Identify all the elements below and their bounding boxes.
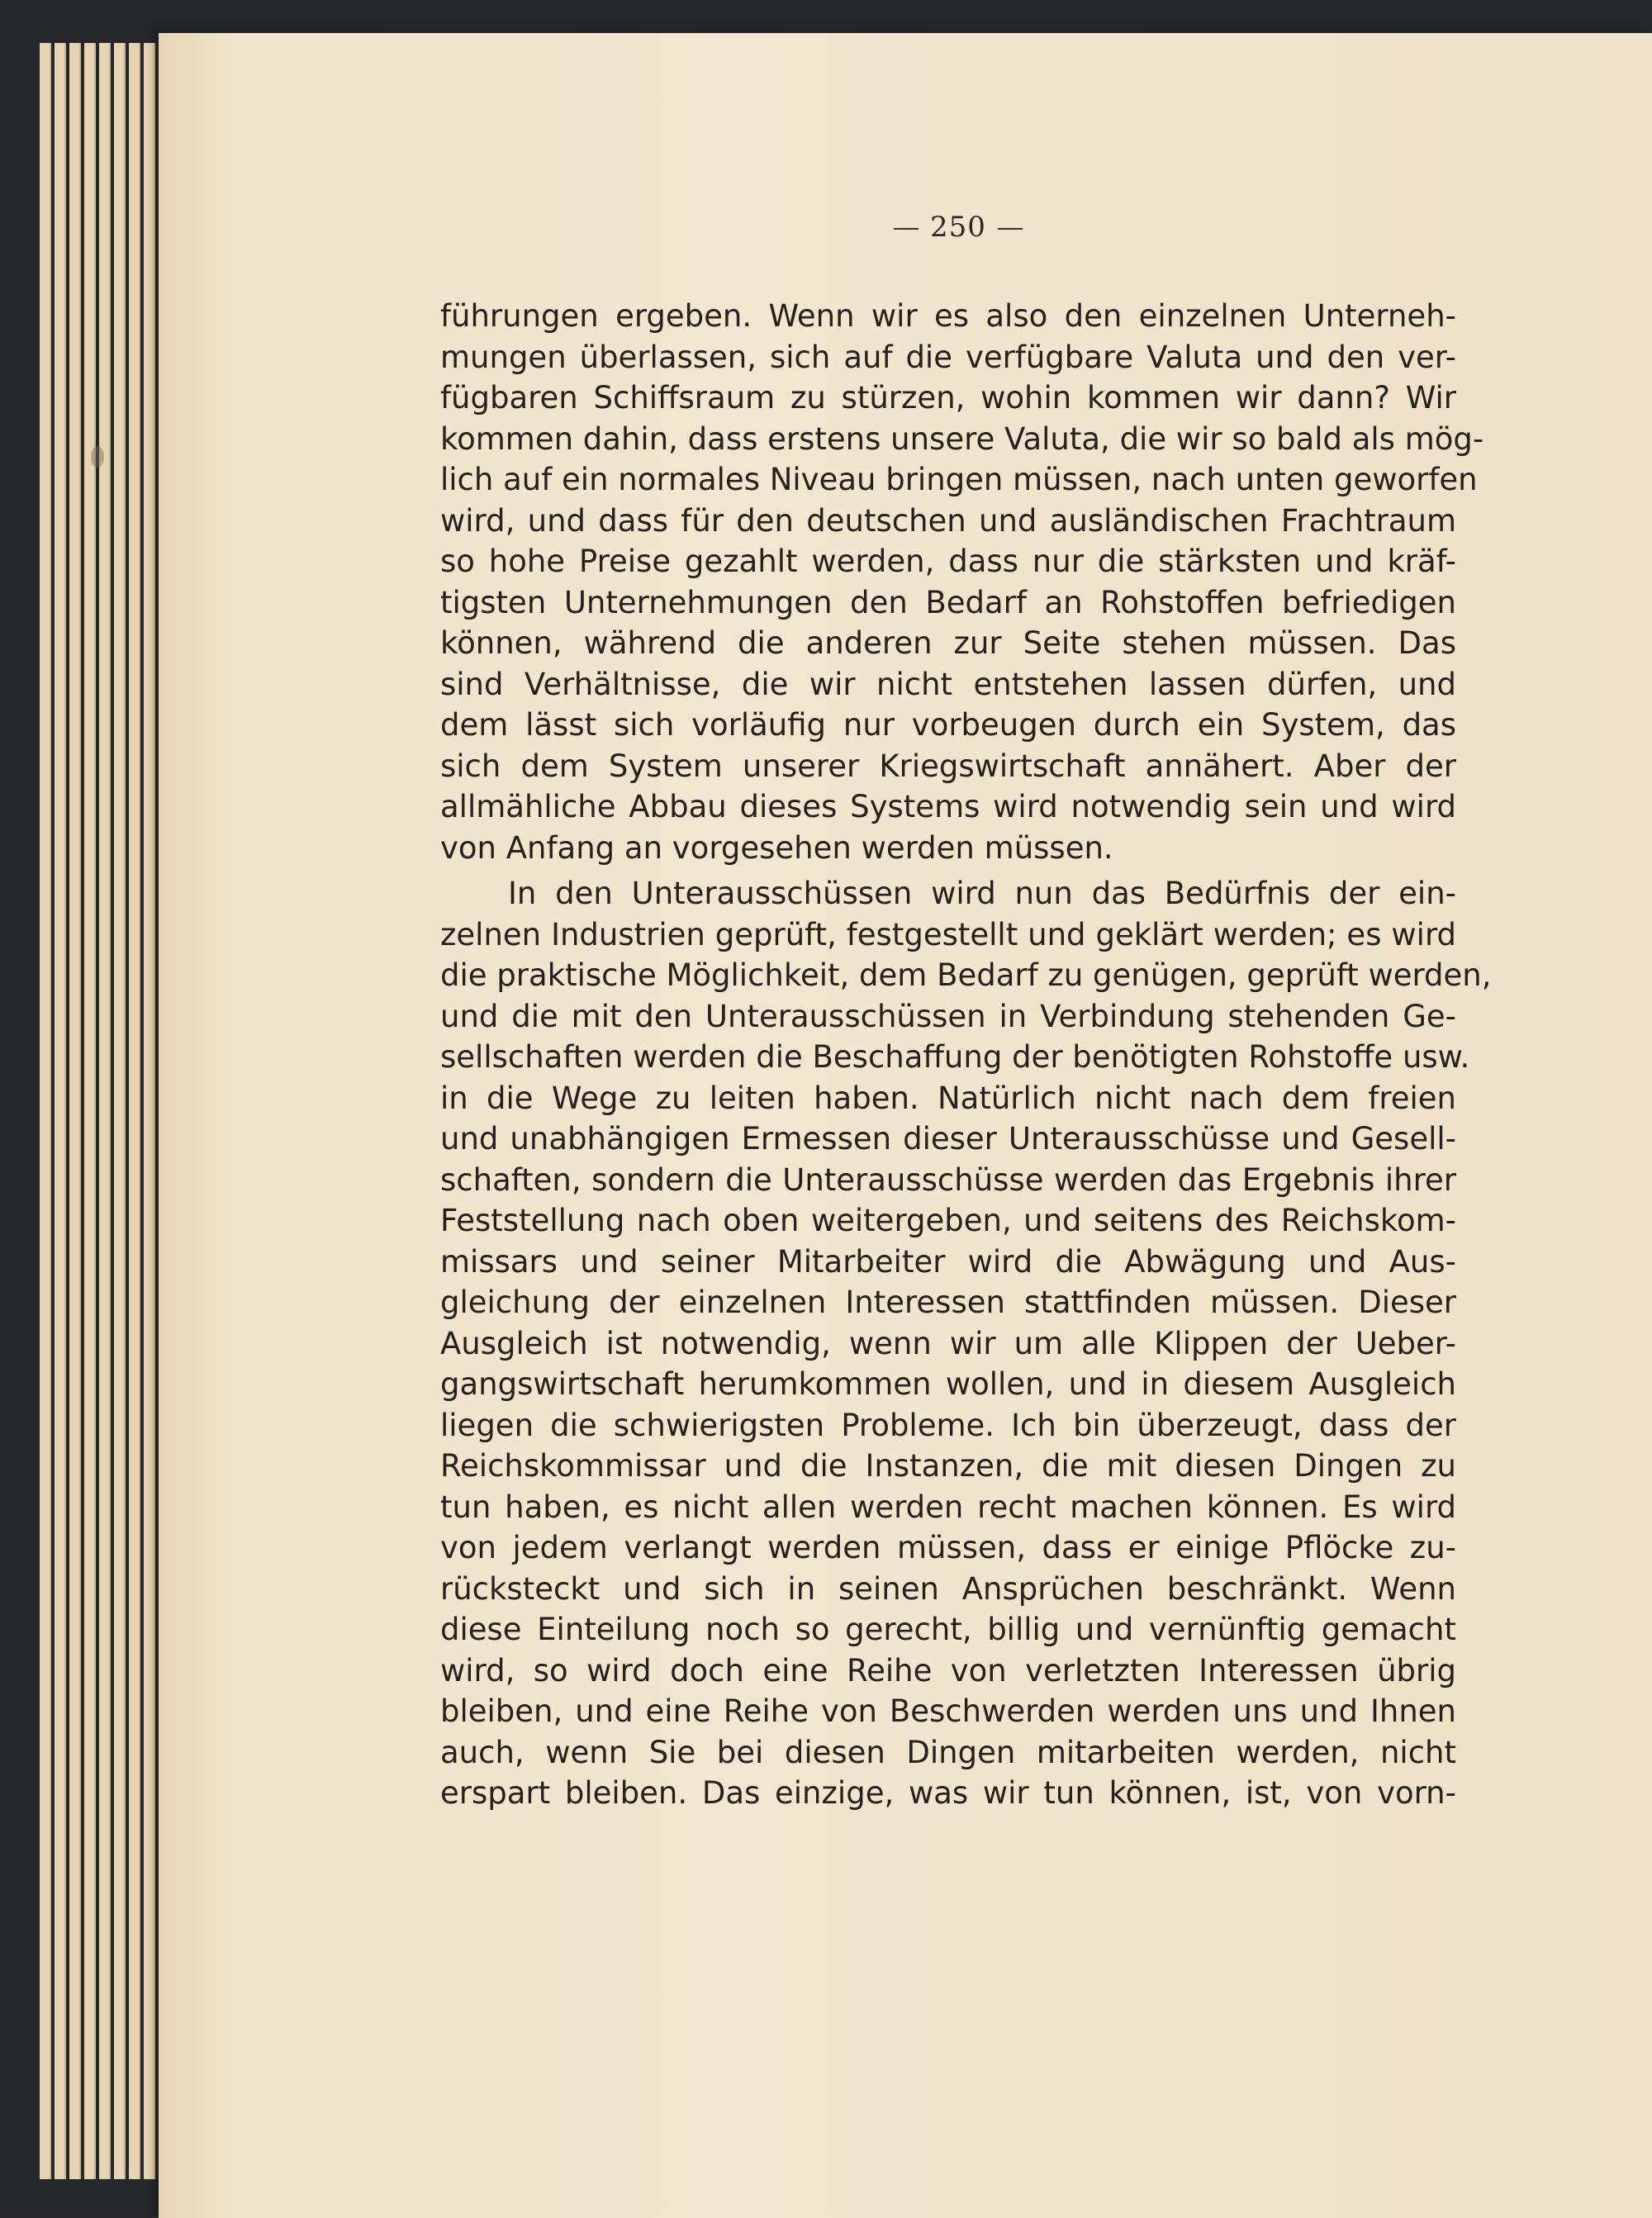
page-edge xyxy=(129,43,140,2179)
text-line: allmähliche Abbau dieses Systems wird notwendig sein und wird xyxy=(440,789,1456,824)
text-line: fügbaren Schiffsraum zu stürzen, wohin kommen wir dann? Wir xyxy=(440,380,1456,416)
text-line: gangswirtschaft herumkommen wollen, und in diesem Ausgleich xyxy=(440,1366,1456,1402)
text-line: schaften, sondern die Unterausschüsse werden das Ergebnis ihrer xyxy=(440,1161,1456,1198)
text-line: und unabhängigen Ermessen dieser Unterausschüsse und Gesell- xyxy=(440,1121,1456,1156)
paragraph-1 xyxy=(440,296,1484,868)
text-line: sich dem System unserer Kriegswirtschaft annähert. Aber der xyxy=(440,748,1456,784)
text-line: können, während die anderen zur Seite stehen müssen. Das xyxy=(440,625,1456,661)
text-line: von Anfang an vorgesehen werden müssen. xyxy=(440,829,1113,866)
text-line: erspart bleiben. Das einzige, was wir tun können, ist, von vorn- xyxy=(440,1775,1456,1811)
text-line: in die Wege zu leiten haben. Natürlich nicht nach dem freien xyxy=(440,1080,1456,1116)
text-line: bleiben, und eine Reihe von Beschwerden werden uns und Ihnen xyxy=(440,1693,1456,1729)
text-line: gleichung der einzelnen Interessen stattfinden müssen. Dieser xyxy=(440,1285,1456,1320)
text-line: wird, und dass für den deutschen und ausländischen Frachtraum xyxy=(440,502,1456,539)
text-line: tigsten Unternehmungen den Bedarf an Rohstoffen befriedigen xyxy=(440,584,1456,620)
text-line: lich auf ein normales Niveau bringen müssen, nach unten geworfen xyxy=(440,462,1478,497)
text-line: sellschaften werden die Beschaffung der benötigten Rohstoffe usw. xyxy=(440,1039,1470,1075)
text-line: zelnen Industrien geprüft, festgestellt und geklärt werden; es wird xyxy=(440,916,1456,952)
page-smudge xyxy=(91,446,104,468)
text-line: wird, so wird doch eine Reihe von verletzten Interessen übrig xyxy=(440,1652,1456,1688)
text-line: die praktische Möglichkeit, dem Bedarf zu genügen, geprüft werden, xyxy=(440,957,1492,993)
text-line: diese Einteilung noch so gerecht, billig und vernünftig gemacht xyxy=(440,1612,1456,1647)
header-dash-right xyxy=(998,228,1023,230)
text-line: auch, wenn Sie bei diesen Dingen mitarbeiten werden, nicht xyxy=(440,1734,1456,1770)
text-line: missars und seiner Mitarbeiter wird die Abwägung und Aus- xyxy=(440,1243,1456,1280)
text-line: Feststellung nach oben weitergeben, und seitens des Reichskom- xyxy=(440,1203,1456,1238)
text-line: so hohe Preise gezahlt werden, dass nur die stärksten und kräf- xyxy=(440,544,1456,579)
page-header xyxy=(859,211,1057,244)
text-line: Reichskommissar und die Instanzen, die mit diesen Dingen zu xyxy=(440,1448,1456,1484)
text-line: dem lässt sich vorläufig nur vorbeugen durch ein System, das xyxy=(440,707,1456,743)
page-edge xyxy=(99,43,111,2179)
page-edge xyxy=(55,43,66,2179)
page-edge xyxy=(40,43,51,2179)
text-line: liegen die schwierigsten Probleme. Ich bin überzeugt, dass der xyxy=(440,1407,1456,1443)
text-line: sind Verhältnisse, die wir nicht entstehen lassen dürfen, und xyxy=(440,666,1456,702)
text-line: mungen überlassen, sich auf die verfügbare Valuta und den ver- xyxy=(440,339,1456,375)
text-line: In den Unterausschüssen wird nun das Bedürfnis der ein- xyxy=(508,876,1456,911)
text-line: Ausgleich ist notwendig, wenn wir um alle Klippen der Ueber- xyxy=(440,1325,1456,1361)
page-edge xyxy=(69,43,81,2179)
text-line: und die mit den Unterausschüssen in Verbindung stehenden Ge- xyxy=(440,998,1456,1034)
body-text xyxy=(440,296,1492,1814)
text-line: führungen ergeben. Wenn wir es also den einzelnen Unterneh- xyxy=(440,298,1456,334)
page-edge xyxy=(144,43,155,2179)
text-line: rücksteckt und sich in seinen Ansprüchen beschränkt. Wenn xyxy=(440,1570,1456,1607)
text-line: tun haben, es nicht allen werden recht machen können. Es wird xyxy=(440,1489,1456,1525)
page-edge xyxy=(114,43,126,2179)
text-line: kommen dahin, dass erstens unsere Valuta, die wir so bald als mög- xyxy=(440,420,1484,457)
paragraph-2 xyxy=(440,873,1492,1814)
text-line: von jedem verlangt werden müssen, dass er einige Pflöcke zu- xyxy=(440,1530,1456,1565)
header-dash-left xyxy=(894,228,919,230)
page-edge xyxy=(84,43,96,2179)
page-number: 250 xyxy=(930,211,986,244)
